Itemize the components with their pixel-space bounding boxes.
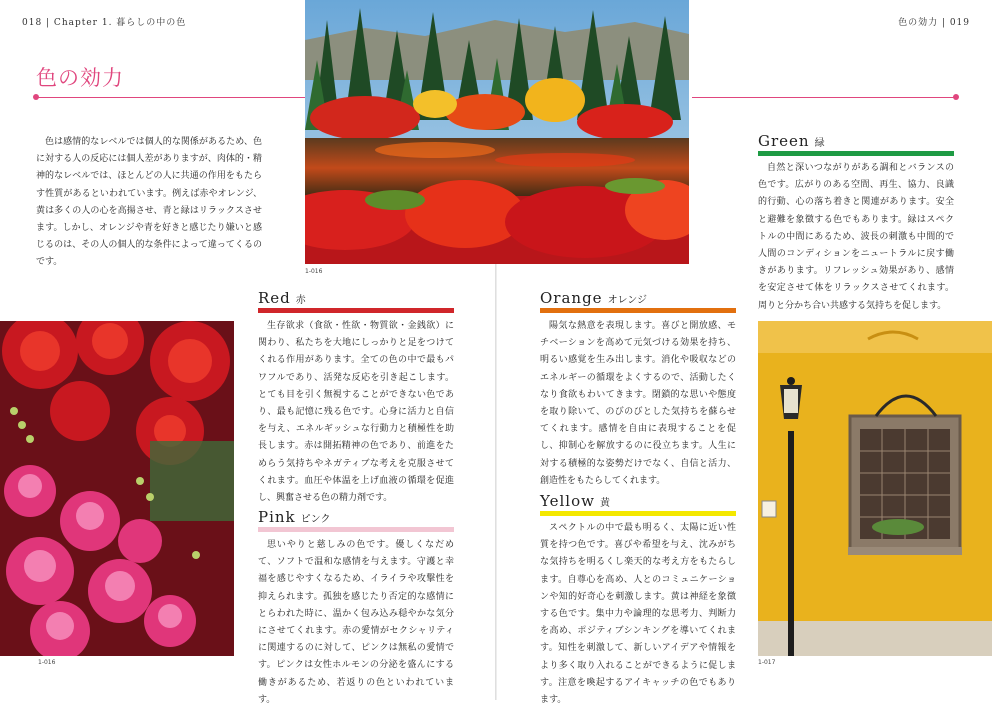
forest-photo-caption: 1-016 (305, 268, 323, 275)
red-section-heading (258, 288, 306, 307)
pink-section-heading (258, 507, 330, 526)
green-heading-en: Green (758, 132, 810, 150)
orange-paragraph: 陽気な熱意を表現します。喜びと開放感、モチベーションを高めて元気づける効果を持ち、明るい感覚を生み出します。消化や吸収などのエネルギーの循環をよくするので、活動したくなり食欲もわいてきます。閉鎖的な思いや態度を取り除いて、のびのびとした気持ちを蘇らせてくれます。感情を自由に表現することを促し、抑制心を解放するのに役立ちます。人生に対する積極的な姿勢だけでなく、自信と活力、創造性をもたらしてくれます。 (540, 321, 736, 486)
orange-heading-ja: オレンジ (607, 295, 648, 306)
yellow-heading-ja: 黄 (599, 498, 610, 509)
wall-photo-caption: 1-017 (758, 659, 776, 666)
page-title: 色の効力 (36, 66, 124, 90)
pink-color-bar (258, 527, 454, 532)
red-pink-flowers-photo (0, 321, 234, 656)
pink-heading-ja: ピンク (300, 514, 331, 525)
green-color-bar (758, 151, 954, 156)
green-section-heading (758, 131, 825, 150)
yellow-wall-window-photo (758, 321, 992, 656)
pink-section-text (258, 537, 454, 709)
green-paragraph: 自然と深いつながりがある調和とバランスの色です。広がりのある空間、再生、協力、良識的行動、心の落ち着きと関連があります。安全と避難を象徴する色でもあります。緑はスペクトルの中間にあるため、波長の刺激も中間的で人間のコンディションをニュートラルに戻す働きがあります。リフレッシュ効果があり、感情を安定させて体をリラックスさせてくれます。周りと分かち合い共感する気持ちを促します。 (758, 163, 954, 311)
green-section-text (758, 160, 954, 315)
orange-heading-en: Orange (540, 289, 603, 307)
yellow-heading-en: Yellow (540, 492, 595, 510)
yellow-color-bar (540, 511, 736, 516)
forest-pond-photo (305, 0, 689, 264)
orange-section-heading (540, 288, 647, 307)
running-header-left: 018 | Chapter 1. 暮らしの中の色 (22, 18, 187, 28)
yellow-paragraph: スペクトルの中で最も明るく、太陽に近い性質を持つ色です。喜びや希望を与え、沈みがちな気持ちを明るくし楽天的な考え方をもたらします。自尊心を高め、人とのコミュニケーションや知的好奇心を刺激します。黄は神経を象徴する色です。集中力や論理的な思考力、判断力を高め、ポジティブシンキングを導いてくれます。知性を刺激して、新しいアイデアや情報をより多く取り入れることができるように促します。注意を喚起するアイキャッチの色でもあります。 (540, 523, 736, 706)
red-section-text (258, 318, 454, 507)
yellow-section-heading (540, 491, 610, 510)
pink-paragraph: 思いやりと慈しみの色です。優しくなだめて、ソフトで温和な感情を与えます。守護と幸福を感じやすくなるため、イライラや攻撃性を抑えられます。孤独を感じたり否定的な感情にとらわれた時に、温かく包み込み穏やかな気分にさせてくれます。赤の愛情がセクシャリティに関連するのに対して、ピンクは無私の愛情です。ピンクは女性ホルモンの分泌を盛んにする働きがあるため、若返りの色といわれています。 (258, 540, 454, 705)
red-color-bar (258, 308, 454, 313)
orange-color-bar (540, 308, 736, 313)
intro-paragraph: 色は感情的なレベルでは個人的な関係があるため、色に対する人の反応には個人差がありますが、肉体的・精神的なレベルでは、ほとんどの人に共通の作用をもたらす性質があるといわれています。例えば赤やオレンジ、黄は多くの人の心を高揚させ、青と緑はリラックスさせます。しかし、オレンジや青を好きと感じたり嫌いと感じるのは、その人の個人的な条件によって違ってくるのです。 (36, 137, 262, 268)
red-heading-en: Red (258, 289, 291, 307)
flowers-photo-caption: 1-016 (38, 659, 56, 666)
red-heading-ja: 赤 (295, 295, 306, 306)
title-rule-dot-right (953, 94, 959, 100)
green-heading-ja: 緑 (814, 138, 825, 149)
title-rule-right (692, 97, 956, 98)
title-rule-left (36, 97, 305, 98)
orange-section-text (540, 318, 736, 490)
yellow-section-text (540, 520, 736, 709)
running-header-right: 色の効力 | 019 (898, 18, 970, 28)
title-rule-dot-left (33, 94, 39, 100)
pink-heading-en: Pink (258, 508, 296, 526)
intro-text (36, 134, 262, 272)
red-paragraph: 生存欲求（食欲・性欲・物質欲・金銭欲）に関わり、私たちを大地にしっかりと足をつけてくれる作用があります。全ての色の中で最もパワフルであり、活発な反応を引き起こします。とても目を引く無視することができない色であり、最も記憶に残る色です。心身に活力と自信を与え、エネルギッシュな行動力と積極性を助長します。赤は開拓精神の色であり、前進をためらう気持ちやネガティブな考えを克服させてくれます。血圧や体温を上げ血液の循環を促進し、興奮させる色の精力剤です。 (258, 321, 454, 504)
